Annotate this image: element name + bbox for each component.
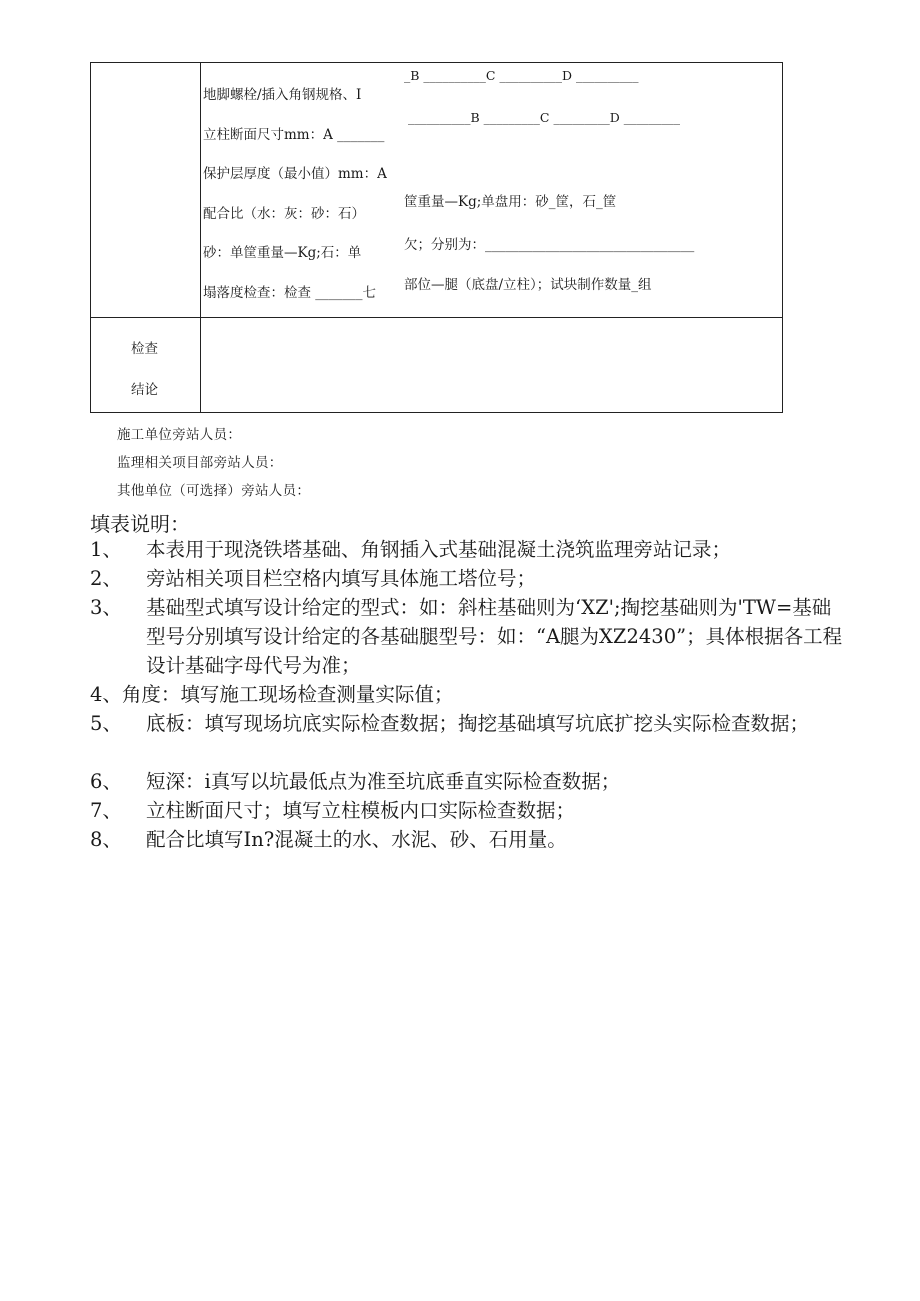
field-column-section-size: 立柱断面尺寸mm：A _______ (203, 127, 385, 143)
table-column-divider (200, 62, 201, 413)
signature-supervision-dept: 监理相关项目部旁站人员： (117, 455, 283, 471)
field-slump-check: 塌落度检查：检查 _______七 (203, 285, 377, 301)
note-number: 7、 (90, 799, 122, 822)
conclusion-label-line-1: 检查 (131, 341, 158, 357)
note-item-1 (90, 535, 850, 565)
field-times-values: 欠；分别为：_______________________________ (404, 237, 695, 253)
note-text: 本表用于现浇铁塔基础、角钢插入式基础混凝土浇筑监理旁站记录； (146, 538, 732, 561)
signature-construction-unit: 施工单位旁站人员： (117, 427, 242, 443)
note-text: 角度：填写施工现场检查测量实际值； (121, 683, 454, 706)
note-number: 2、 (90, 567, 122, 590)
note-text: 底板：填写现场坑底实际检查数据；掏挖基础填写坑底扩挖头实际检查数据； (146, 712, 810, 735)
note-text: 配合比填写In?混凝土的水、水泥、砂、石用量。 (146, 828, 567, 851)
conclusion-value[interactable] (210, 340, 770, 400)
note-number: 6、 (90, 770, 122, 793)
note-text: 立柱断面尺寸；填写立柱模板内口实际检查数据； (146, 799, 576, 822)
note-number: 8、 (90, 828, 122, 851)
note-number: 3、 (90, 596, 122, 619)
note-item-8 (90, 825, 850, 855)
note-item-4 (90, 680, 850, 710)
note-text: 基础型式填写设计给定的型式：如：斜柱基础则为‘XZ';掏挖基础则为'TW=基础型号分别填写设计给定的各基础腿型号：如：“A腿为XZ2430”；具体根据各工程设计基础字母代号为准； (146, 596, 843, 677)
field-basket-weight: 筐重量—Kg;单盘用：砂_筐，石_筐 (404, 194, 617, 210)
field-location-samples: 部位—腿（底盘/立柱）；试块制作数量_组 (404, 277, 652, 293)
note-text: 短深：i真写以坑最低点为准至坑底垂直实际检查数据； (146, 770, 621, 793)
table-bottom-border (90, 412, 783, 413)
note-number: 4、 (90, 683, 122, 706)
table-row-divider (90, 317, 783, 318)
notes-title: 填表说明： (90, 512, 190, 536)
note-item-2 (90, 564, 850, 594)
note-item-7 (90, 796, 850, 826)
note-number: 5、 (90, 712, 122, 735)
field-cover-thickness: 保护层厚度（最小值）mm：A (203, 166, 387, 182)
signature-other-unit: 其他单位（可选择）旁站人员： (117, 483, 311, 499)
field-sand-basket-weight: 砂：单筐重量—Kg;石：单 (203, 245, 362, 261)
table-right-border (782, 62, 783, 413)
note-item-3 (90, 593, 850, 681)
field-bcd-row-2: __________B _________C _________D _________ (408, 110, 680, 125)
field-mix-ratio: 配合比（水：灰：砂：石） (203, 206, 365, 222)
table-left-border (90, 62, 91, 413)
note-item-6 (90, 767, 850, 797)
conclusion-label-line-2: 结论 (131, 382, 158, 398)
note-text: 旁站相关项目栏空格内填写具体施工塔位号； (146, 567, 537, 590)
field-bcd-row-1: _B __________C __________D __________ (404, 68, 639, 83)
note-number: 1、 (90, 538, 122, 561)
field-anchor-bolt-spec: 地脚螺栓/插入角钢规格、I (203, 87, 362, 103)
table-top-border (90, 62, 783, 63)
note-item-5 (90, 709, 850, 769)
